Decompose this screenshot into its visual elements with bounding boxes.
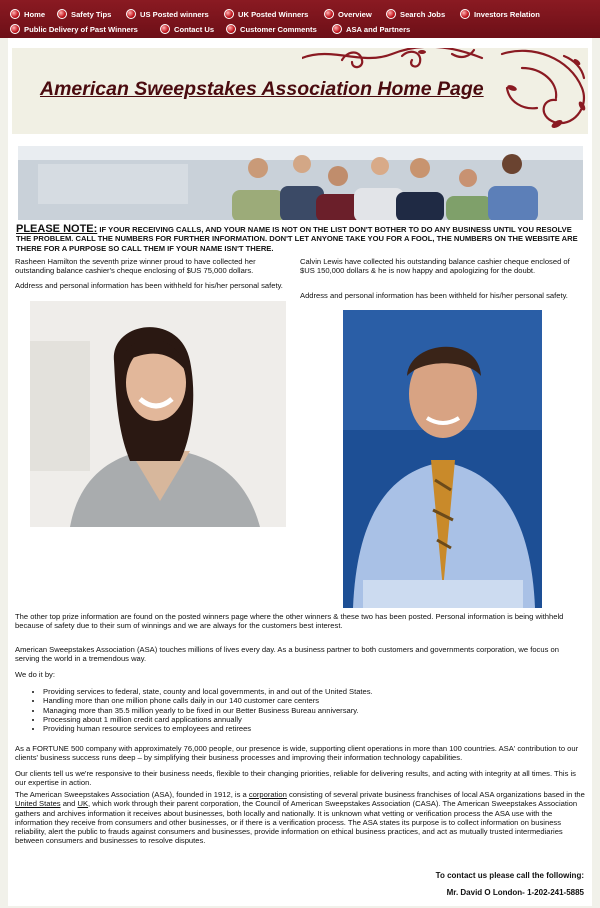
nav-overview[interactable]: Overview <box>324 8 372 22</box>
nav-customer-comments[interactable]: Customer Comments <box>226 23 317 37</box>
nav-asa-and-partners[interactable]: ASA and Partners <box>332 23 410 37</box>
nav-search-jobs[interactable]: Search Jobs <box>386 8 445 22</box>
list-item: • Providing human resource services to employees and retirees <box>43 724 585 733</box>
nav-uk-posted-winners[interactable]: UK Posted Winners <box>224 8 308 22</box>
task-list <box>15 687 585 733</box>
list-item: • Providing services to federal, state, county and local governments, in and out of the United States. <box>43 687 585 696</box>
winner-left-text: Rasheen Hamilton the seventh prize winner proud to have collected her outstanding balance cashier's cheque enclosing of $US 75,000 dollars. <box>15 257 256 276</box>
nav-investors-relation[interactable]: Investors Relation <box>460 8 540 22</box>
winner-right-privacy: Address and personal information has been withheld for his/her personal safety. <box>300 291 568 300</box>
nav-home[interactable]: Home <box>10 8 45 22</box>
bullet-icon <box>324 9 334 19</box>
bullet-icon <box>332 24 342 34</box>
winner-left-privacy: Address and personal information has been withheld for his/her personal safety. <box>15 281 283 290</box>
header-panel <box>12 48 588 134</box>
list-item: • Processing about 1 million credit card applications annually <box>43 715 585 724</box>
list-item: • Managing more than 35.5 million yearly to be fixed in our Better Business Bureau anniversary. <box>43 706 585 715</box>
other-winners-text: The other top prize information are found on the posted winners page where the other winners & these two has been posted. Personal information is being withheld because of safety due to their sum of winnings and we are always for the customers best interest. <box>15 612 564 631</box>
clients-text: Our clients tell us we're responsive to their business needs, flexible to their changing priorities, reliable for delivering results, and acting with integrity at all times. This is our expertise in action. <box>15 769 576 788</box>
uk-link[interactable]: UK <box>77 799 89 809</box>
bullet-icon <box>126 9 136 19</box>
nav-us-posted-winners[interactable]: US Posted winners <box>126 8 209 22</box>
notice-text: IF YOUR RECEIVING CALLS, AND YOUR NAME IS NOT ON THE LIST DON'T BOTHER TO DO ANY BUSINESS UNTIL YOU RESOLVE THE PROBLEM. CALL THE NUMBERS FOR FURTHER INFORMATION. DON'T LET ANYONE TAKE YOU FOR A FOOL, THE NUMBERS ON THE WEBSITE ARE THERE FOR A PURPOSE SO CALL THEM IF YOUR NAME ISN'T THERE. <box>16 225 578 253</box>
bullet-icon <box>460 9 470 19</box>
page-content <box>8 38 592 906</box>
corporation-link[interactable]: corporation <box>248 790 287 799</box>
winner-right-photo <box>343 310 542 608</box>
notice-lead: PLEASE NOTE: <box>16 223 98 235</box>
contact-person: Mr. David O London- 1-202-241-5885 <box>446 888 584 897</box>
contact-heading: To contact us please call the following: <box>435 871 584 880</box>
united-states-link[interactable]: United States <box>15 799 61 809</box>
bullet-icon <box>10 24 20 34</box>
nav-safety-tips[interactable]: Safety Tips <box>57 8 111 22</box>
bullet-icon <box>57 9 67 19</box>
bullet-icon <box>10 9 20 19</box>
fortune-text: As a FORTUNE 500 company with approximately 76,000 people, our presence is wide, supporting client operations in more than 100 countries. ASA' contribution to our clients' business success runs deep – by simplifying their business processes and improving their information technology capabilities. <box>15 744 579 763</box>
nav-public-delivery[interactable]: Public Delivery of Past Winners <box>10 23 138 37</box>
asa-history-text: The American Sweepstakes Association (ASA), founded in 1912, is a corporation consisting of several private business franchises of local ASA organizations based in the United States and UK, which work through their parent corporation, the Council of American Sweepstakes Association (CASA). The American Sweepstakes Association gathers and archives information it receives about businesses, both locally and nationally. It is unknown what vetting or verification process the ASA use with the information they receive from consumers and other businesses, or if there is a verification process. The ASA states its purpose is to collect information on business reliability, alert the public to frauds against consumers and businesses, provide information on ethical business practices, and act as mutually trusted intermediaries between consumers and businesses to resolve disputes. <box>15 790 585 846</box>
please-note-notice <box>16 225 586 253</box>
team-banner-image <box>18 146 583 220</box>
winner-right-text: Calvin Lewis have collected his outstanding balance cashier cheque enclosed of $US 150,000 dollars & he is now happy and apologizing for the doubt. <box>300 257 570 276</box>
list-item: • Handling more than one million phone calls daily in our 140 customer care centers <box>43 696 585 705</box>
page-title: American Sweepstakes Association Home Page <box>40 78 484 100</box>
bullet-icon <box>160 24 170 34</box>
bullet-icon <box>226 24 236 34</box>
asa-intro-text: American Sweepstakes Association (ASA) touches millions of lives every day. As a business partner to both customers and governments corporation, we focus on serving the world in a tremendous way. <box>15 645 559 664</box>
nav-contact-us[interactable]: Contact Us <box>160 23 214 37</box>
top-navigation <box>0 0 600 38</box>
bullet-icon <box>224 9 234 19</box>
bullet-icon <box>386 9 396 19</box>
we-do-it-by-label: We do it by: <box>15 670 55 679</box>
winner-left-photo <box>30 301 286 527</box>
